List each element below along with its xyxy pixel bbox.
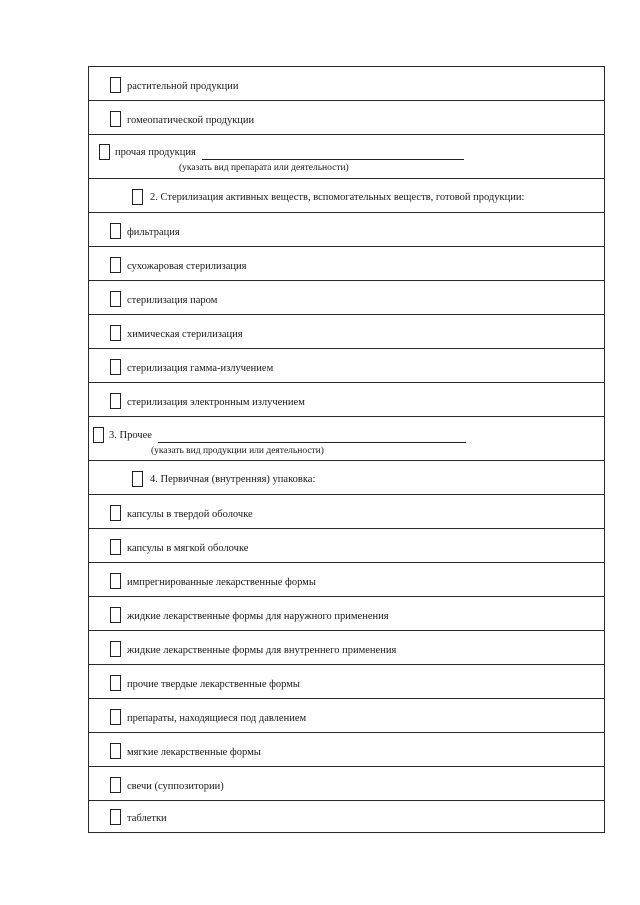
checkbox[interactable] — [110, 743, 121, 759]
checkbox[interactable] — [110, 257, 121, 273]
form-row — [89, 733, 604, 767]
form-row — [89, 767, 604, 801]
row-label: капсулы в твердой оболочке — [127, 509, 253, 520]
checkbox[interactable] — [110, 539, 121, 555]
row-label: гомеопатической продукции — [127, 115, 255, 126]
checkbox[interactable] — [93, 427, 104, 443]
row-label: стерилизация паром — [127, 295, 218, 306]
checkbox[interactable] — [110, 809, 121, 825]
checkbox[interactable] — [110, 505, 121, 521]
form-row — [89, 417, 604, 461]
checkbox[interactable] — [110, 573, 121, 589]
checkbox[interactable] — [99, 144, 110, 160]
row-label: прочая продукция — [115, 147, 196, 158]
form-row — [89, 135, 604, 179]
form-row — [89, 495, 604, 529]
checkbox[interactable] — [110, 709, 121, 725]
section-heading: 2. Стерилизация активных веществ, вспомогательных веществ, готовой продукции: — [150, 192, 525, 203]
row-label: жидкие лекарственные формы для наружного применения — [127, 611, 389, 622]
section-heading: 3. Прочее — [109, 430, 152, 441]
checkbox[interactable] — [110, 325, 121, 341]
fill-in-line[interactable] — [202, 159, 464, 160]
row-label: препараты, находящиеся под давлением — [127, 713, 307, 724]
form-row — [89, 247, 604, 281]
checkbox[interactable] — [110, 393, 121, 409]
form-row — [89, 315, 604, 349]
checkbox[interactable] — [110, 641, 121, 657]
row-label: свечи (суппозитории) — [127, 781, 224, 792]
form-row — [89, 179, 604, 213]
form-row — [89, 67, 604, 101]
checkbox[interactable] — [132, 471, 143, 487]
section-heading: 4. Первичная (внутренняя) упаковка: — [150, 474, 316, 485]
row-label: стерилизация электронным излучением — [127, 397, 305, 408]
form-row — [89, 631, 604, 665]
row-hint: (указать вид препарата или деятельности) — [179, 163, 349, 173]
form-row — [89, 801, 604, 833]
row-label: стерилизация гамма-излучением — [127, 363, 274, 374]
form-row — [89, 529, 604, 563]
form-row — [89, 281, 604, 315]
row-label: прочие твердые лекарственные формы — [127, 679, 300, 690]
form-row — [89, 563, 604, 597]
row-label: фильтрация — [127, 227, 180, 238]
form-row — [89, 461, 604, 495]
row-label: мягкие лекарственные формы — [127, 747, 261, 758]
checkbox[interactable] — [110, 607, 121, 623]
fill-in-line[interactable] — [158, 442, 466, 443]
checkbox[interactable] — [110, 77, 121, 93]
checkbox[interactable] — [110, 111, 121, 127]
form-row — [89, 597, 604, 631]
row-label: таблетки — [127, 813, 167, 824]
form-row — [89, 213, 604, 247]
checkbox[interactable] — [110, 291, 121, 307]
form-row — [89, 699, 604, 733]
row-label: химическая стерилизация — [127, 329, 243, 340]
form-row — [89, 665, 604, 699]
form-row — [89, 101, 604, 135]
checkbox[interactable] — [110, 223, 121, 239]
row-label: растительной продукции — [127, 81, 239, 92]
row-hint: (указать вид продукции или деятельности) — [151, 446, 324, 456]
row-label: сухожаровая стерилизация — [127, 261, 247, 272]
checkbox[interactable] — [110, 675, 121, 691]
license-form-table — [88, 66, 605, 833]
row-label: жидкие лекарственные формы для внутреннего применения — [127, 645, 397, 656]
checkbox[interactable] — [110, 777, 121, 793]
form-row — [89, 383, 604, 417]
row-label: капсулы в мягкой оболочке — [127, 543, 249, 554]
checkbox[interactable] — [132, 189, 143, 205]
row-label: импрегнированные лекарственные формы — [127, 577, 316, 588]
form-row — [89, 349, 604, 383]
checkbox[interactable] — [110, 359, 121, 375]
